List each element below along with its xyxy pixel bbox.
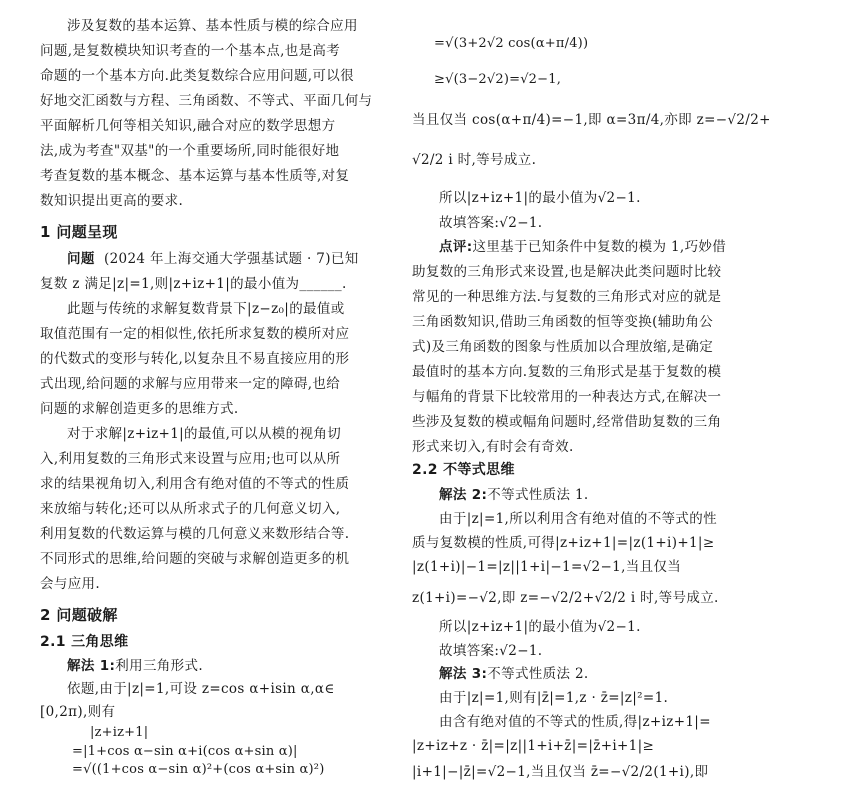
comment-line: 与幅角的背景下比较常用的一种表达方式,在解决一	[412, 389, 722, 405]
answer-line: 故填答案:√2−1.	[439, 643, 543, 659]
method-text: 不等式性质法 2.	[487, 666, 589, 682]
method-label: 解法 2:	[439, 487, 488, 503]
section-title: 1 问题呈现	[40, 223, 118, 241]
comment-line: 三角函数知识,借助三角函数的恒等变换(辅助角公	[412, 314, 714, 330]
method-line	[439, 485, 589, 505]
comment-line: 最值时的基本方向.复数的三角形式是基于复数的模	[412, 364, 722, 380]
problem-line	[67, 249, 359, 269]
comment-line: 形式来切入,有时会有奇效.	[412, 439, 574, 455]
problem-text: (2024 年上海交通大学强基试题 · 7)已知	[104, 251, 359, 267]
intro-line: 平面解析几何等相关知识,融合对应的数学思想方	[40, 118, 336, 134]
subsection-title: 2.2 不等式思维	[412, 462, 515, 478]
paragraph-line: 求的结果视角切入,利用含有绝对值的不等式的性质	[40, 476, 350, 492]
equation-line: |z+iz+1|	[90, 725, 149, 740]
method-line: 由含有绝对值的不等式的性质,得|z+iz+1|=	[439, 714, 711, 730]
equation-line: =|1+cos α−sin α+i(cos α+sin α)|	[72, 744, 298, 759]
method-line: |z+iz+z · z̄|=|z||1+i+z̄|=|z̄+i+1|≥	[412, 738, 655, 754]
section-title: 2 问题破解	[40, 606, 118, 624]
subsection-title: 2.1 三角思维	[40, 634, 129, 650]
result-line: 所以|z+iz+1|的最小值为√2−1.	[439, 619, 641, 635]
intro-line: 涉及复数的基本运算、基本性质与模的综合应用	[67, 18, 358, 34]
paragraph-line: 入,利用复数的三角形式来设置与应用;也可以从所	[40, 451, 341, 467]
method-line: 由于|z|=1,所以利用含有绝对值的不等式的性	[439, 511, 717, 527]
method-line: 质与复数模的性质,可得|z+iz+1|=|z(1+i)+1|≥	[412, 535, 715, 551]
paragraph-line: 的代数式的变形与转化,以复杂且不易直接应用的形	[40, 351, 350, 367]
equation-line: =√((1+cos α−sin α)²+(cos α+sin α)²)	[72, 762, 325, 777]
paragraph-line: 式出现,给问题的求解与应用带来一定的障碍,也给	[40, 376, 341, 392]
paragraph-line: 对于求解|z+iz+1|的最值,可以从模的视角切	[67, 426, 342, 442]
comment-text: 这里基于已知条件中复数的模为 1,巧妙借	[472, 239, 727, 255]
problem-label: 问题	[67, 251, 95, 267]
comment-line	[439, 237, 726, 257]
paragraph-line: 取值范围有一定的相似性,依托所求复数的模所对应	[40, 326, 350, 342]
equation-line: =√(3+2√2 cos(α+π/4))	[434, 36, 589, 51]
intro-line: 数知识提出更高的要求.	[40, 193, 184, 209]
condition-line: √2/2 i 时,等号成立.	[412, 152, 537, 168]
method-text: 利用三角形式.	[115, 658, 203, 674]
comment-line: 常见的一种思维方法.与复数的三角形式对应的就是	[412, 289, 722, 305]
paragraph-line: 问题的求解创造更多的思维方式.	[40, 401, 239, 417]
method-line: [0,2π),则有	[40, 704, 116, 720]
method-label: 解法 1:	[67, 658, 116, 674]
condition-line: 当且仅当 cos(α+π/4)=−1,即 α=3π/4,亦即 z=−√2/2+	[412, 112, 771, 128]
paragraph-line: 会与应用.	[40, 576, 101, 592]
method-line: 依题,由于|z|=1,可设 z=cos α+isin α,α∈	[67, 681, 335, 697]
comment-line: 助复数的三角形式来设置,也是解决此类问题时比较	[412, 264, 722, 280]
intro-line: 问题,是复数模块知识考查的一个基本点,也是高考	[40, 43, 341, 59]
method-line: z(1+i)=−√2,即 z=−√2/2+√2/2 i 时,等号成立.	[412, 590, 719, 606]
method-line: 由于|z|=1,则有|z̄|=1,z · z̄=|z|²=1.	[439, 690, 669, 706]
method-line	[439, 664, 589, 684]
method-line: |i+1|−|z̄|=√2−1,当且仅当 z̄=−√2/2(1+i),即	[412, 764, 709, 780]
paragraph-line: 不同形式的思维,给问题的突破与求解创造更多的机	[40, 551, 350, 567]
comment-label: 点评:	[439, 239, 473, 255]
comment-line: 些涉及复数的模或幅角问题时,经常借助复数的三角	[412, 414, 722, 430]
intro-line: 命题的一个基本方向.此类复数综合应用问题,可以很	[40, 68, 354, 84]
method-line	[67, 656, 203, 676]
equation-line: ≥√(3−2√2)=√2−1,	[434, 72, 562, 87]
problem-line: 复数 z 满足|z|=1,则|z+iz+1|的最小值为______.	[40, 276, 347, 292]
method-label: 解法 3:	[439, 666, 488, 682]
method-text: 不等式性质法 1.	[487, 487, 589, 503]
method-line: |z(1+i)|−1=|z||1+i|−1=√2−1,当且仅当	[412, 559, 682, 575]
intro-line: 好地交汇函数与方程、三角函数、不等式、平面几何与	[40, 93, 373, 109]
comment-line: 式)及三角函数的图象与性质加以合理放缩,是确定	[412, 339, 714, 355]
paragraph-line: 利用复数的代数运算与模的几何意义来数形结合等.	[40, 526, 350, 542]
intro-line: 考查复数的基本概念、基本运算与基本性质等,对复	[40, 168, 350, 184]
intro-line: 法,成为考查"双基"的一个重要场所,同时能很好地	[40, 143, 340, 159]
answer-line: 故填答案:√2−1.	[439, 215, 543, 231]
paragraph-line: 来放缩与转化;还可以从所求式子的几何意义切入,	[40, 501, 341, 517]
paragraph-line: 此题与传统的求解复数背景下|z−z₀|的最值或	[67, 301, 345, 317]
result-line: 所以|z+iz+1|的最小值为√2−1.	[439, 190, 641, 206]
